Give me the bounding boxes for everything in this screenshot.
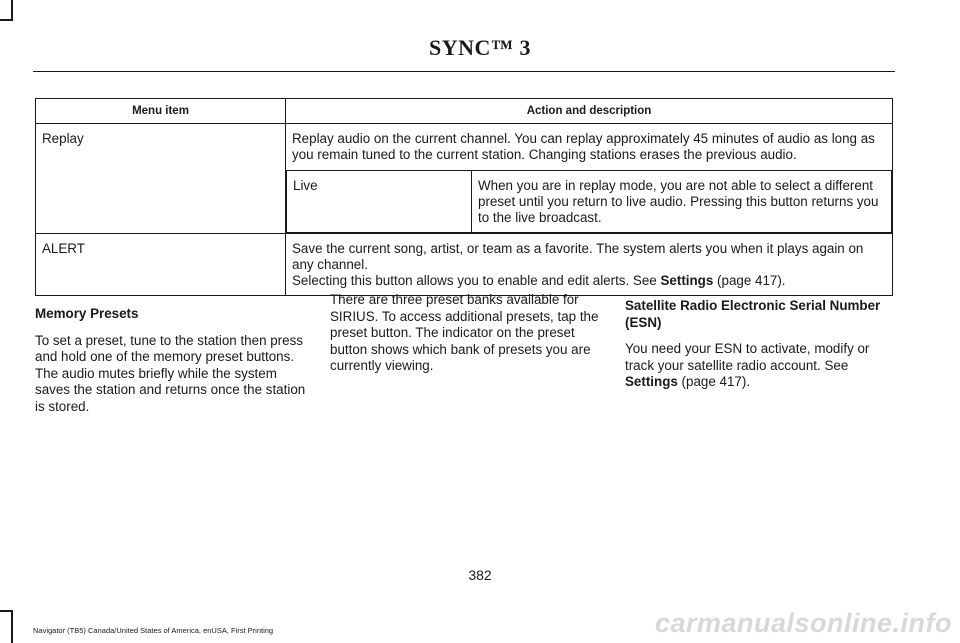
footer-text: Navigator (TB5) Canada/United States of America, enUSA, First Printing	[33, 626, 274, 635]
esn-section	[625, 298, 893, 391]
watermark: carmanualsonline.info	[654, 608, 952, 638]
settings-link[interactable]: Settings	[625, 374, 678, 390]
description-prefix: Selecting this button allows you to enable and edit alerts. See	[292, 273, 661, 288]
settings-link[interactable]: Settings	[660, 273, 714, 288]
table-header-row	[36, 99, 893, 124]
section-body: There are three preset banks available for SIRIUS. To access additional presets, tap the preset button. The indicator on the preset button shows which bank of presets you are currently viewing.	[330, 292, 599, 374]
preset-banks-section	[330, 292, 602, 375]
menu-table	[35, 98, 893, 296]
sub-table	[286, 170, 892, 233]
table-row	[36, 234, 893, 296]
crop-mark	[11, 610, 13, 643]
page-title: SYNC™ 3	[429, 35, 531, 60]
esn-body-prefix: You need your ESN to activate, modify or track your satellite radio account. See	[625, 341, 870, 373]
description-cell	[286, 124, 893, 234]
description-suffix: (page 417).	[713, 273, 786, 288]
page-number: 382	[468, 567, 492, 583]
memory-presets-section	[35, 306, 307, 416]
description-cell	[286, 234, 893, 296]
column-header: Menu item	[36, 99, 286, 124]
sub-row	[287, 171, 892, 233]
section-body	[625, 341, 893, 391]
description-text: Replay audio on the current channel. You can replay approximately 45 minutes of audio as long as you remain tuned to the current station. Changing stations erases the previous audio.	[292, 131, 875, 162]
description-text: Save the current song, artist, or team as a favorite. The system alerts you when it plays again on any channel.	[292, 241, 864, 272]
header-divider	[33, 71, 895, 72]
section-heading: Memory Presets	[35, 306, 139, 321]
column-header: Action and description	[286, 99, 893, 124]
crop-mark	[0, 610, 13, 612]
menu-item-cell: Replay	[36, 124, 286, 234]
crop-mark	[11, 0, 13, 20]
esn-body-suffix: (page 417).	[677, 374, 751, 390]
section-heading: Satellite Radio Electronic Serial Number (ESN)	[625, 298, 881, 330]
table-row	[36, 124, 893, 234]
sub-description-cell: When you are in replay mode, you are not able to select a different preset until you return to live audio. Pressing this button returns you to the live broadcast.	[472, 171, 892, 233]
crop-mark	[0, 19, 13, 21]
sub-item-cell: Live	[287, 171, 472, 233]
description-text-2	[292, 273, 888, 289]
section-body: To set a preset, tune to the station then press and hold one of the memory preset buttons. The audio mutes briefly while the system saves the station and returns once the station is stored.	[35, 332, 306, 414]
menu-item-cell: ALERT	[36, 234, 286, 296]
